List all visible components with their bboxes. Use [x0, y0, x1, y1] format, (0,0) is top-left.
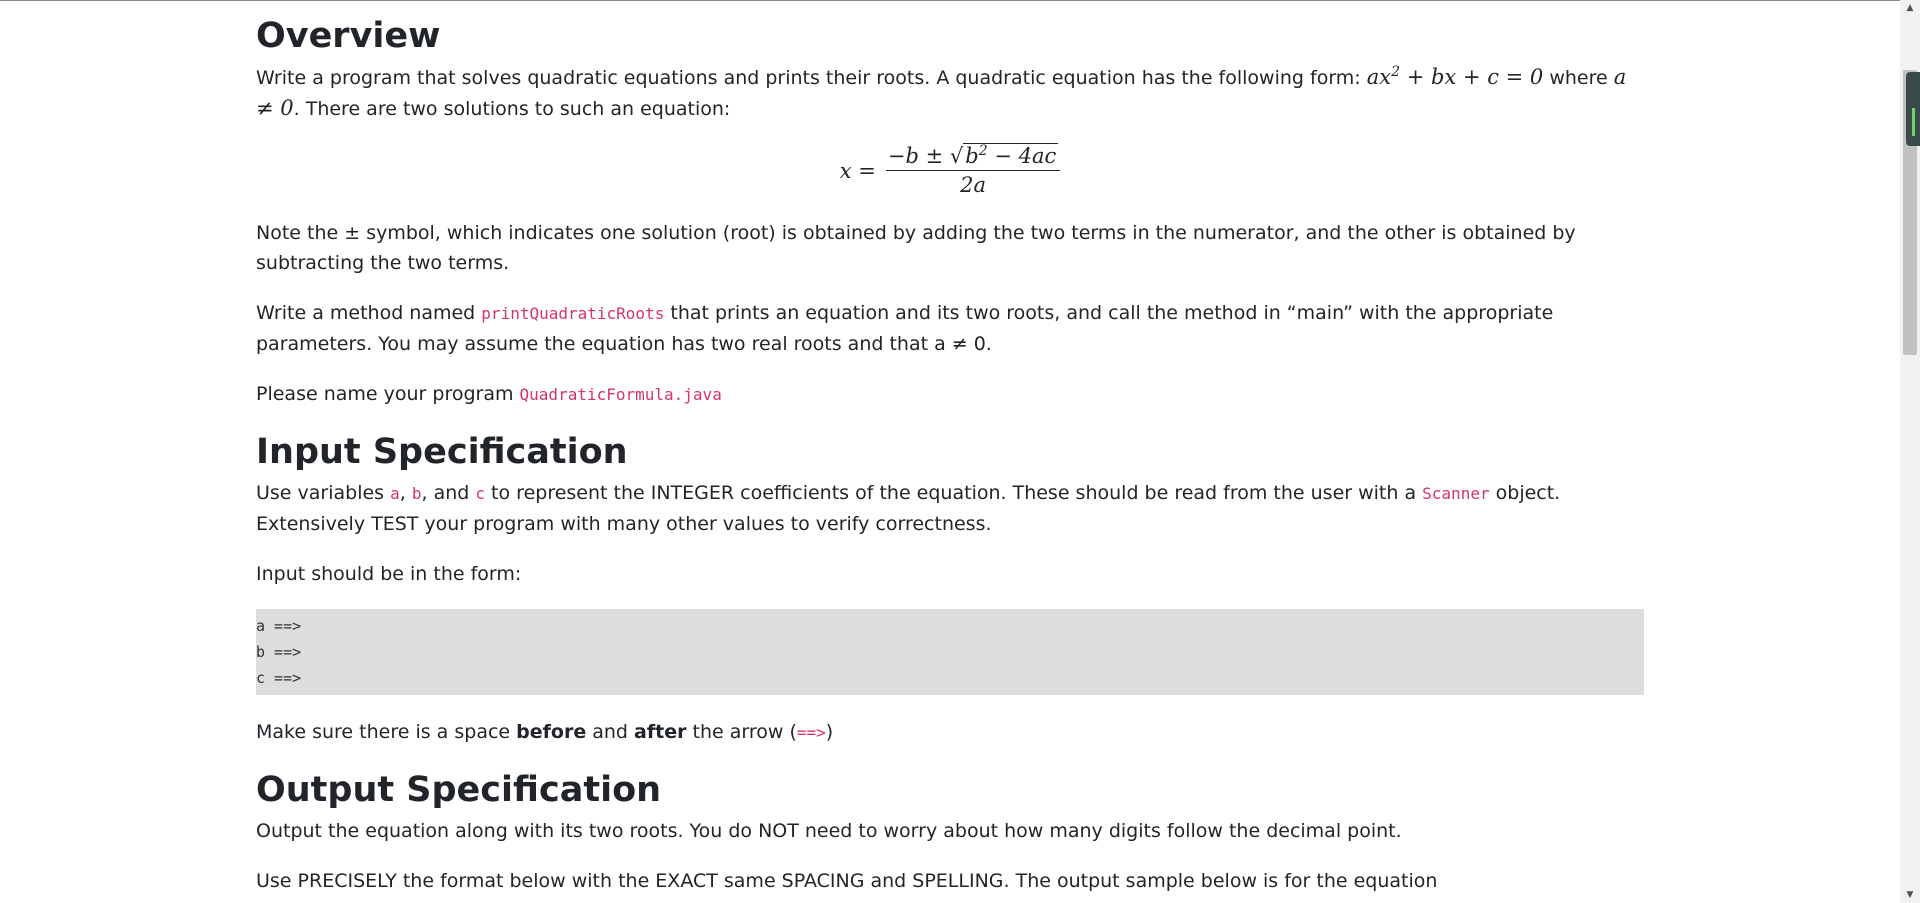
input-paragraph-2: Input should be in the form:	[256, 563, 522, 585]
radicand	[963, 143, 1058, 168]
input-p3-mid2: the arrow (	[686, 721, 797, 743]
input-p1-mid: to represent the INTEGER coefficients of the equation. These should be read from the user with a	[485, 482, 1423, 504]
input-p3-post: )	[825, 721, 834, 743]
overview-p1-end: . There are two solutions to such an equation:	[293, 98, 731, 120]
var-c-code: c	[475, 484, 486, 503]
method-name-code: printQuadraticRoots	[481, 304, 665, 323]
output-paragraph-1: Output the equation along with its two roots. You do NOT need to worry about how many digits follow the decimal point.	[256, 820, 1402, 842]
sep-2: , and	[421, 482, 476, 504]
input-p1-post: object. Extensively TEST your program with many other values to verify correctness.	[256, 482, 1561, 535]
numerator-pre: −b ±	[887, 144, 950, 168]
overview-heading: Overview	[256, 16, 441, 56]
scroll-up-arrow-icon[interactable]: ▲	[1906, 3, 1914, 13]
input-format-codeblock: a ==> b ==> c ==>	[256, 609, 1644, 695]
quadratic-formula	[256, 144, 1644, 204]
condition-inline: a ≠ 0	[256, 65, 1627, 120]
formula-fraction	[886, 144, 1060, 197]
output-paragraph-2: Use PRECISELY the format below with the EXACT same SPACING and SPELLING. The output sample below is for the equation	[256, 870, 1438, 892]
main-content	[256, 14, 1644, 903]
extension-widget-icon[interactable]	[1906, 72, 1920, 146]
input-p3-pre: Make sure there is a space	[256, 721, 517, 743]
scanner-code: Scanner	[1422, 484, 1490, 503]
radicand-b: b	[965, 144, 979, 168]
sqrt-sign: √	[949, 144, 964, 168]
sqrt	[950, 144, 1058, 168]
input-p3-mid: and	[586, 721, 635, 743]
equation-inline	[1367, 65, 1544, 89]
overview-paragraph-1	[256, 62, 1644, 124]
p3-post: that prints an equation and its two roots, and call the method in “main” with the appropriate parameters. You may assume the equation has two real roots and that a ≠ 0.	[256, 302, 1554, 355]
arrow-code: ==>	[796, 723, 826, 742]
overview-where: where	[1549, 67, 1608, 89]
p3-pre: Write a method named	[256, 302, 482, 324]
filename-code: QuadraticFormula.java	[519, 385, 722, 404]
formula-numerator	[886, 144, 1060, 171]
radicand-rest: − 4ac	[987, 144, 1057, 168]
input-spec-heading: Input Specification	[256, 432, 628, 472]
math-rest: + bx + c = 0	[1400, 65, 1544, 89]
input-paragraph-3	[256, 717, 1644, 748]
math-sup: 2	[1391, 64, 1401, 80]
var-b-code: b	[411, 484, 422, 503]
input-p1-pre: Use variables	[256, 482, 391, 504]
overview-p1-text: Write a program that solves quadratic equations and prints their roots. A quadratic equation has the following form:	[256, 67, 1361, 89]
var-a-code: a	[390, 484, 400, 503]
overview-paragraph-4	[256, 379, 1644, 410]
overview-paragraph-3	[256, 298, 1644, 359]
formula-denominator: 2a	[960, 173, 986, 197]
input-paragraph-1	[256, 478, 1644, 539]
output-spec-heading: Output Specification	[256, 770, 662, 810]
formula-row	[840, 144, 1060, 197]
sep-1: ,	[399, 482, 412, 504]
radicand-sup: 2	[978, 143, 988, 159]
scroll-down-arrow-icon[interactable]: ▼	[1906, 890, 1914, 900]
bold-after: after	[634, 721, 687, 743]
math-ax: ax	[1366, 65, 1392, 89]
formula-lhs: x =	[839, 158, 876, 183]
bold-before: before	[516, 721, 587, 743]
widget-level-bar	[1912, 108, 1915, 136]
overview-paragraph-2: Note the ± symbol, which indicates one solution (root) is obtained by adding the two terms in the numerator, and the other is obtained by subtracting the two terms.	[256, 222, 1576, 274]
p4-pre: Please name your program	[256, 383, 520, 405]
